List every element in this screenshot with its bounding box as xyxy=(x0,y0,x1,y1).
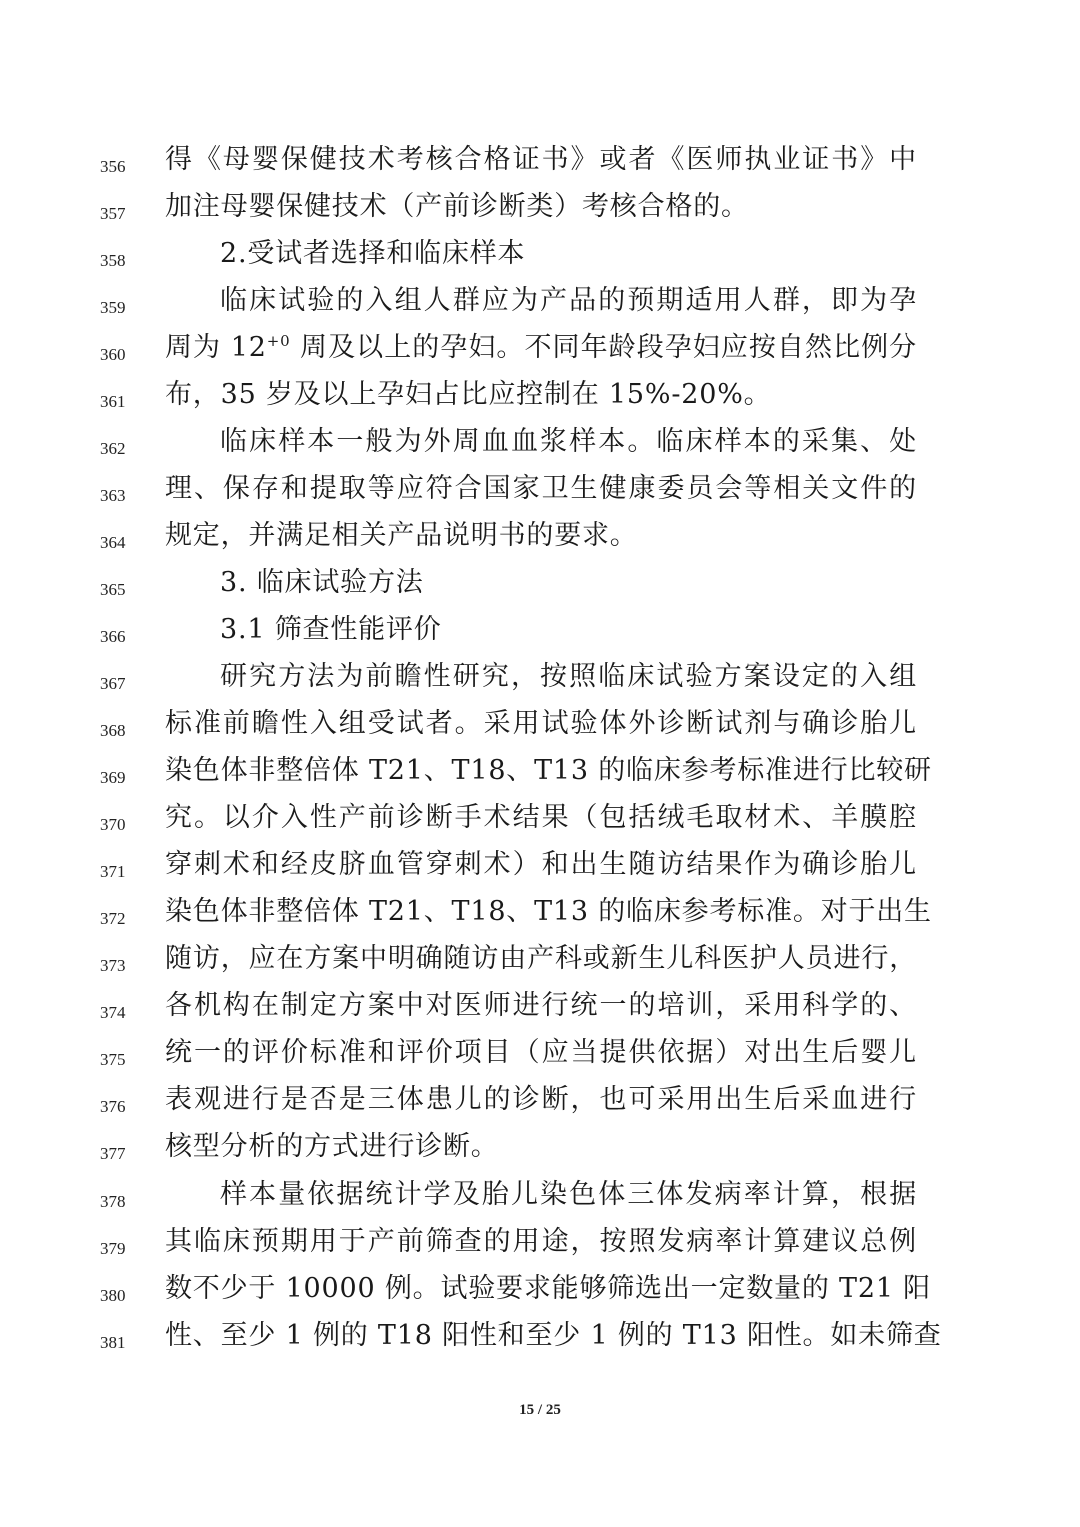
line-text: 加注母婴保健技术（产前诊断类）考核合格的。 xyxy=(165,191,749,222)
line-text: 临床试验的入组人群应为产品的预期适用人群，即为孕 xyxy=(220,285,917,316)
text-line xyxy=(0,284,1080,331)
line-number: 379 xyxy=(100,1239,126,1258)
line-number: 368 xyxy=(100,721,126,740)
text-line xyxy=(0,848,1080,895)
line-text: 标准前瞻性入组受试者。采用试验体外诊断试剂与确诊胎儿 xyxy=(165,708,917,739)
line-number: 372 xyxy=(100,909,126,928)
line-text: 核型分析的方式进行诊断。 xyxy=(165,1131,499,1162)
line-text: 表观进行是否是三体患儿的诊断，也可采用出生后采血进行 xyxy=(165,1084,917,1115)
section-heading-line xyxy=(0,237,1080,284)
text-line xyxy=(0,378,1080,425)
subsection-heading-line xyxy=(0,613,1080,660)
line-text: 样本量依据统计学及胎儿染色体三体发病率计算，根据 xyxy=(220,1179,917,1210)
line-number: 378 xyxy=(100,1192,126,1211)
line-number: 359 xyxy=(100,298,126,317)
line-number: 363 xyxy=(100,486,126,505)
superscript: +0 xyxy=(266,332,291,350)
line-text: 染色体非整倍体 T21、T18、T13 的临床参考标准。对于出生 xyxy=(165,896,932,927)
line-number: 365 xyxy=(100,580,126,599)
text-line xyxy=(0,1178,1080,1225)
text-line xyxy=(0,989,1080,1036)
line-text: 数不少于 10000 例。试验要求能够筛选出一定数量的 T21 阳 xyxy=(165,1273,931,1304)
text-line xyxy=(0,707,1080,754)
line-number: 361 xyxy=(100,392,126,411)
text-line xyxy=(0,1225,1080,1272)
line-number: 370 xyxy=(100,815,126,834)
line-text: 统一的评价标准和评价项目（应当提供依据）对出生后婴儿 xyxy=(165,1037,917,1068)
line-text: 穿刺术和经皮脐血管穿刺术）和出生随访结果作为确诊胎儿 xyxy=(165,849,917,880)
line-number: 376 xyxy=(100,1097,126,1116)
text-line xyxy=(0,801,1080,848)
line-number: 371 xyxy=(100,862,126,881)
line-text: 究。以介入性产前诊断手术结果（包括绒毛取材术、羊膜腔 xyxy=(165,802,917,833)
line-number: 356 xyxy=(100,157,126,176)
line-text: 随访，应在方案中明确随访由产科或新生儿科医护人员进行， xyxy=(165,943,917,974)
line-text: 布，35 岁及以上孕妇占比应控制在 15%-20%。 xyxy=(165,379,772,410)
line-text: 理、保存和提取等应符合国家卫生健康委员会等相关文件的 xyxy=(165,473,917,504)
line-text: 得《母婴保健技术考核合格证书》或者《医师执业证书》中 xyxy=(165,144,917,175)
line-text: 临床样本一般为外周血血浆样本。临床样本的采集、处 xyxy=(220,426,917,457)
text-line xyxy=(0,754,1080,801)
line-number: 369 xyxy=(100,768,126,787)
line-number: 380 xyxy=(100,1286,126,1305)
line-number: 364 xyxy=(100,533,126,552)
text-line xyxy=(0,1319,1080,1366)
text-line xyxy=(0,143,1080,190)
line-text: 性、至少 1 例的 T18 阳性和至少 1 例的 T13 阳性。如未筛查 xyxy=(165,1320,942,1351)
text-line xyxy=(0,942,1080,989)
text-line xyxy=(0,1083,1080,1130)
line-number: 360 xyxy=(100,345,126,364)
line-number: 362 xyxy=(100,439,126,458)
text-line xyxy=(0,895,1080,942)
line-number: 358 xyxy=(100,251,126,270)
page-number-footer: 15 / 25 xyxy=(519,1402,561,1418)
line-number: 366 xyxy=(100,627,126,646)
line-text xyxy=(165,331,917,365)
subsection-heading: 3.1 筛查性能评价 xyxy=(220,614,442,645)
line-number: 367 xyxy=(100,674,126,693)
line-text: 研究方法为前瞻性研究，按照临床试验方案设定的入组 xyxy=(220,661,917,692)
line-number: 375 xyxy=(100,1050,126,1069)
section-heading-line xyxy=(0,566,1080,613)
line-number: 357 xyxy=(100,204,126,223)
text-line xyxy=(0,425,1080,472)
text-line xyxy=(0,660,1080,707)
line-text: 染色体非整倍体 T21、T18、T13 的临床参考标准进行比较研 xyxy=(165,755,932,786)
line-number: 377 xyxy=(100,1144,126,1163)
text-line xyxy=(0,519,1080,566)
text-line xyxy=(0,472,1080,519)
line-text: 规定，并满足相关产品说明书的要求。 xyxy=(165,520,638,551)
text-line xyxy=(0,190,1080,237)
section-heading: 2.受试者选择和临床样本 xyxy=(220,238,526,269)
text-line xyxy=(0,1272,1080,1319)
line-text-part: 周及以上的孕妇。不同年龄段孕妇应按自然比例分 xyxy=(290,332,917,363)
line-text: 各机构在制定方案中对医师进行统一的培训，采用科学的、 xyxy=(165,990,917,1021)
line-text-part: 周为 12 xyxy=(165,332,267,363)
line-number: 374 xyxy=(100,1003,126,1022)
text-line xyxy=(0,1036,1080,1083)
text-line xyxy=(0,331,1080,378)
line-number: 381 xyxy=(100,1333,126,1352)
section-heading: 3. 临床试验方法 xyxy=(220,567,424,598)
line-text: 其临床预期用于产前筛查的用途，按照发病率计算建议总例 xyxy=(165,1226,917,1257)
text-line xyxy=(0,1130,1080,1177)
line-number: 373 xyxy=(100,956,126,975)
